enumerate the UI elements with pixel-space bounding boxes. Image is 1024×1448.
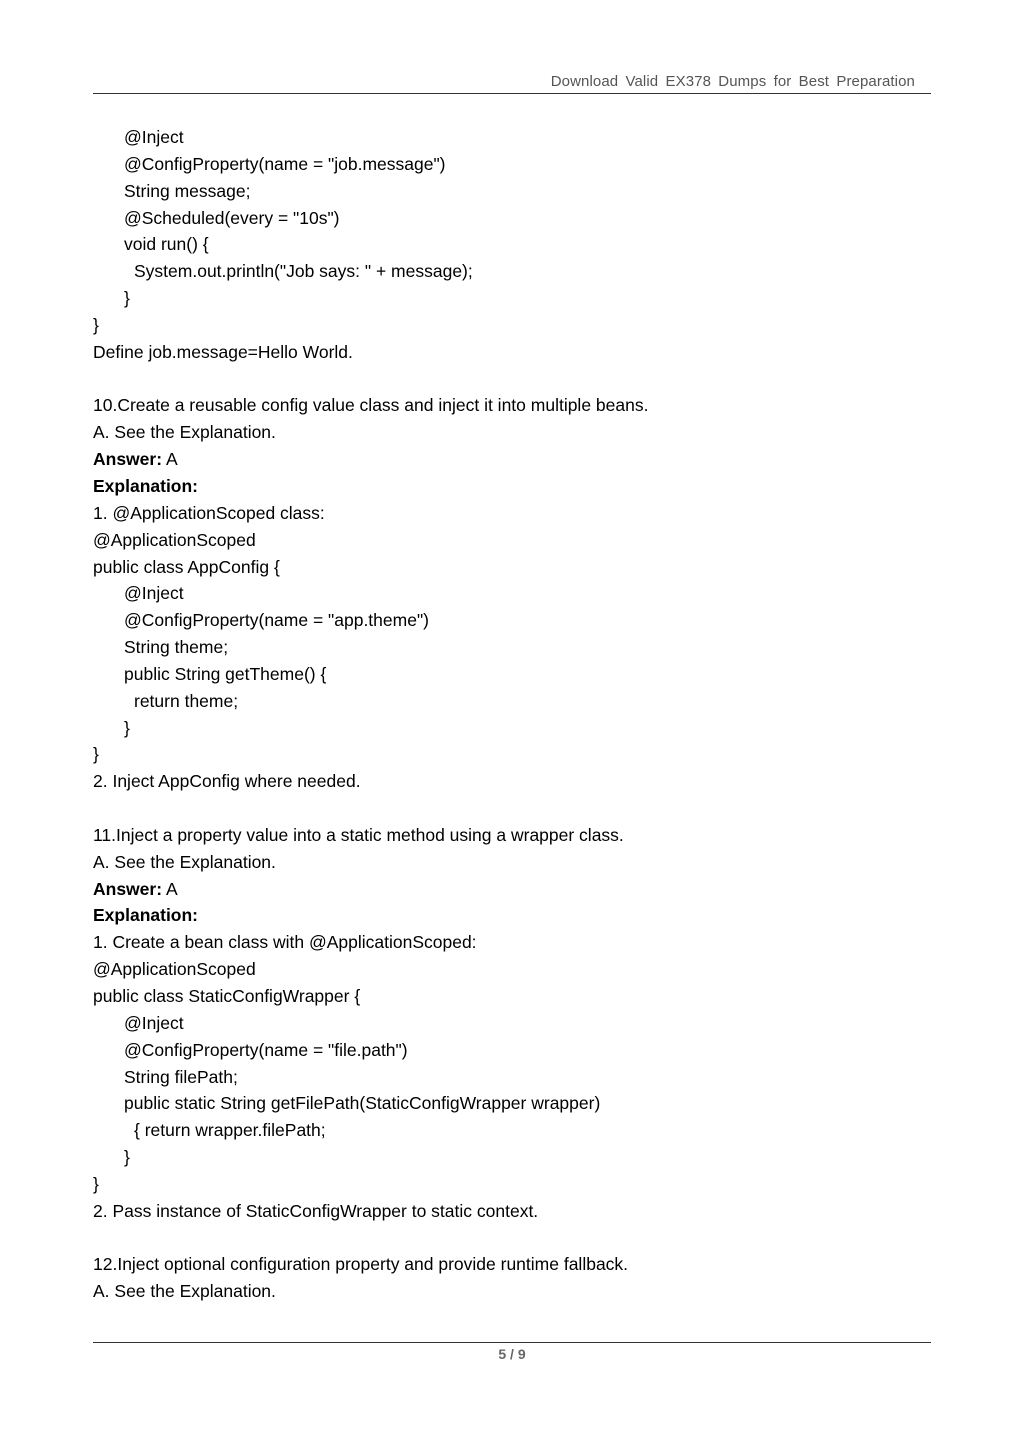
question-10-answer bbox=[93, 446, 931, 473]
code-line: @Inject bbox=[124, 127, 184, 147]
footer-divider bbox=[93, 1342, 931, 1343]
header-divider bbox=[93, 93, 931, 94]
question-12-option-a: A. See the Explanation. bbox=[93, 1281, 276, 1302]
code-line: @ConfigProperty(name = "file.path") bbox=[124, 1039, 408, 1060]
code-line: @ApplicationScoped bbox=[93, 529, 256, 550]
code-line: } bbox=[124, 288, 130, 309]
code-line: String filePath; bbox=[124, 1066, 238, 1087]
page-number: 5 / 9 bbox=[498, 1346, 526, 1362]
question-11-text: 11.Inject a property value into a static method using a wrapper class. bbox=[93, 824, 624, 845]
text-line: 2. Inject AppConfig where needed. bbox=[93, 771, 361, 792]
code-line: return theme; bbox=[134, 690, 239, 711]
code-line: } bbox=[124, 1147, 130, 1168]
code-line: public class AppConfig { bbox=[93, 556, 280, 577]
question-10-text: 10.Create a reusable config value class and inject it into multiple beans. bbox=[93, 395, 649, 416]
page-header-title: Download Valid EX378 Dumps for Best Preparation bbox=[550, 73, 915, 90]
question-10-option-a: A. See the Explanation. bbox=[93, 422, 276, 443]
code-line: } bbox=[124, 717, 130, 738]
code-line: public String getTheme() { bbox=[124, 663, 327, 684]
question-12-text: 12.Inject optional configuration property and provide runtime fallback. bbox=[93, 1254, 629, 1275]
question-11-explanation-label: Explanation: bbox=[93, 905, 199, 926]
code-line: @Scheduled(every = "10s") bbox=[124, 207, 340, 228]
code-line: public class StaticConfigWrapper { bbox=[93, 986, 361, 1006]
code-line: } bbox=[93, 1173, 99, 1194]
answer-value: A bbox=[162, 878, 178, 899]
question-11-option-a: A. See the Explanation. bbox=[93, 851, 276, 872]
question-10-explanation-label: Explanation: bbox=[93, 475, 199, 496]
answer-value: A bbox=[162, 449, 178, 470]
code-line: public static String getFilePath(StaticConfigWrapper wrapper) bbox=[124, 1093, 601, 1114]
text-line: 1. Create a bean class with @ApplicationScoped: bbox=[93, 932, 477, 953]
text-line: 1. @ApplicationScoped class: bbox=[93, 502, 325, 523]
code-line: @ConfigProperty(name = "app.theme") bbox=[124, 610, 429, 631]
code-line: @Inject bbox=[124, 1012, 184, 1033]
text-line: 2. Pass instance of StaticConfigWrapper to static context. bbox=[93, 1200, 539, 1221]
code-line: String message; bbox=[124, 180, 251, 201]
document-body bbox=[93, 124, 931, 1305]
answer-label: Answer: bbox=[93, 449, 163, 470]
code-line: System.out.println("Job says: " + message); bbox=[134, 261, 473, 282]
code-line: { return wrapper.filePath; bbox=[134, 1120, 326, 1141]
code-line: @Inject bbox=[124, 583, 184, 604]
code-line: } bbox=[93, 744, 99, 765]
answer-label: Answer: bbox=[93, 878, 163, 899]
blank-line bbox=[93, 1225, 931, 1252]
text-line: Define job.message=Hello World. bbox=[93, 341, 353, 362]
code-line: String theme; bbox=[124, 637, 229, 658]
code-line: @ConfigProperty(name = "job.message") bbox=[124, 153, 446, 174]
blank-line bbox=[93, 366, 931, 393]
question-11-answer bbox=[93, 876, 931, 903]
blank-line bbox=[93, 795, 931, 822]
code-line: void run() { bbox=[124, 234, 209, 255]
code-line: @ApplicationScoped bbox=[93, 959, 256, 980]
code-line: } bbox=[93, 314, 99, 335]
